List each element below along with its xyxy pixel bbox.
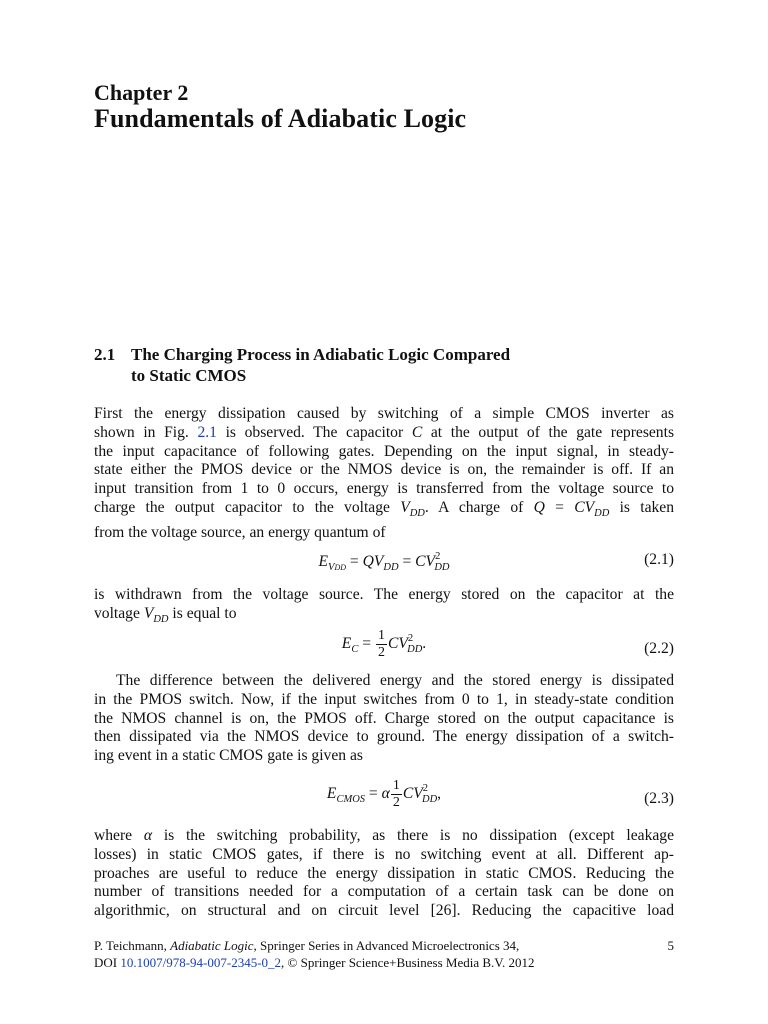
section-number: 2.1	[94, 345, 116, 364]
text-run: is the switching probability, as there is no dissipation (except leakage	[163, 827, 675, 844]
copyright: , © Springer Science+Business Media B.V. 2012	[281, 955, 535, 970]
paragraph-line: is withdrawn from the voltage source. The energy stored on the capacitor at the	[94, 586, 674, 603]
paragraph-line: the NMOS channel is on, the PMOS off. Charge stored on the output capacitance is	[94, 709, 674, 727]
paragraph-line: The difference between the delivered energy and the stored energy is dissipated	[116, 672, 674, 689]
text-run: is taken	[619, 498, 675, 516]
equation-body: $E_C$ = $\frac{1}{2}$ $CV^2_{DD}$.	[341, 628, 427, 660]
series: , Springer Series in Advanced Microelectronics 34,	[253, 938, 520, 953]
book-title: Adiabatic Logic	[170, 938, 254, 953]
author: P. Teichmann,	[94, 938, 167, 953]
chapter-title: Fundamentals of Adiabatic Logic	[94, 104, 467, 133]
section-title-line2: to Static CMOS	[131, 366, 247, 385]
equation-2-1	[94, 551, 674, 591]
section-heading	[94, 344, 694, 386]
equation-body: $E_{CMOS} = \alpha$ $\frac{1}{2}$ $CV^2_{DD}$,	[326, 778, 442, 810]
equation-number: (2.1)	[644, 551, 674, 568]
paragraph-line: number of transitions needed for a computation of a certain task can be done on	[94, 883, 674, 901]
paragraph-4	[94, 827, 674, 921]
equation-number: (2.3)	[644, 790, 674, 807]
paragraph-3	[94, 672, 674, 766]
section-title-line1: The Charging Process in Adiabatic Logic Compared	[131, 345, 511, 364]
paragraph-line: state either the PMOS device or the NMOS device is on, the remainder is off. If an	[94, 461, 674, 479]
equation-number: (2.2)	[644, 640, 674, 657]
text-run: is equal to	[172, 604, 237, 622]
text-run: voltage	[94, 604, 140, 622]
paragraph-line: voltage $V_{DD}$ is equal to	[94, 604, 237, 625]
paragraph-line: algorithmic, on structural and on circuit level [26]. Reducing the capacitive load	[94, 902, 674, 920]
equation-2-2	[94, 628, 674, 668]
text-run: charge the output capacitor to the voltage	[94, 498, 390, 516]
math-symbol: C	[411, 423, 423, 441]
paragraph-line: then dissipated via the NMOS device to ground. The energy dissipation of a switch-	[94, 728, 674, 746]
paragraph-2	[94, 586, 674, 630]
doi-line	[94, 954, 674, 971]
paragraph-line: from the voltage source, an energy quantum of	[94, 523, 386, 541]
text-run: is observed. The capacitor	[225, 423, 404, 441]
paragraph-line: in the PMOS switch. Now, if the input switches from 0 to 1, in steady-state condition	[94, 690, 674, 708]
paragraph-line: proaches are useful to reduce the energy dissipation in static CMOS. Reducing the	[94, 864, 674, 882]
text-run: where	[94, 827, 133, 844]
equation-body: $E_{VDD} = QV_{DD} = CV^2_{DD}$	[318, 551, 450, 573]
paragraph-line: charge the output capacitor to the voltage $V_{DD}$. A charge of $Q = CV_{DD}$ is taken	[94, 498, 675, 519]
citation-line	[94, 937, 674, 954]
text-run: at the output of the gate represents	[430, 423, 675, 441]
page-footer	[94, 937, 674, 971]
text-run: shown in Fig.	[94, 423, 189, 441]
chapter-number: Chapter 2	[94, 80, 189, 105]
figure-link[interactable]: 2.1	[197, 423, 217, 441]
paragraph-line: the input capacitance of following gates. Depending on the input signal, in steady-	[94, 442, 674, 460]
text-run: . A charge of	[424, 498, 524, 516]
page-number: 5	[667, 938, 674, 953]
doi-link[interactable]: 10.1007/978-94-007-2345-0_2	[120, 955, 282, 970]
paragraph-line: input transition from 1 to 0 occurs, energy is transferred from the voltage source to	[94, 480, 674, 498]
paragraph-line: losses) in static CMOS gates, if there is no switching event at all. Different ap-	[94, 845, 674, 863]
paragraph-line	[94, 424, 674, 443]
paragraph-line: where α is the switching probability, as there is no dissipation (except leakage	[94, 827, 675, 844]
doi-prefix: DOI	[94, 955, 118, 970]
paragraph-line: ing event in a static CMOS gate is given as	[94, 747, 363, 765]
paragraph-1	[94, 405, 674, 543]
equation-2-3	[94, 778, 674, 818]
paragraph-line: First the energy dissipation caused by switching of a simple CMOS inverter as	[94, 405, 674, 422]
